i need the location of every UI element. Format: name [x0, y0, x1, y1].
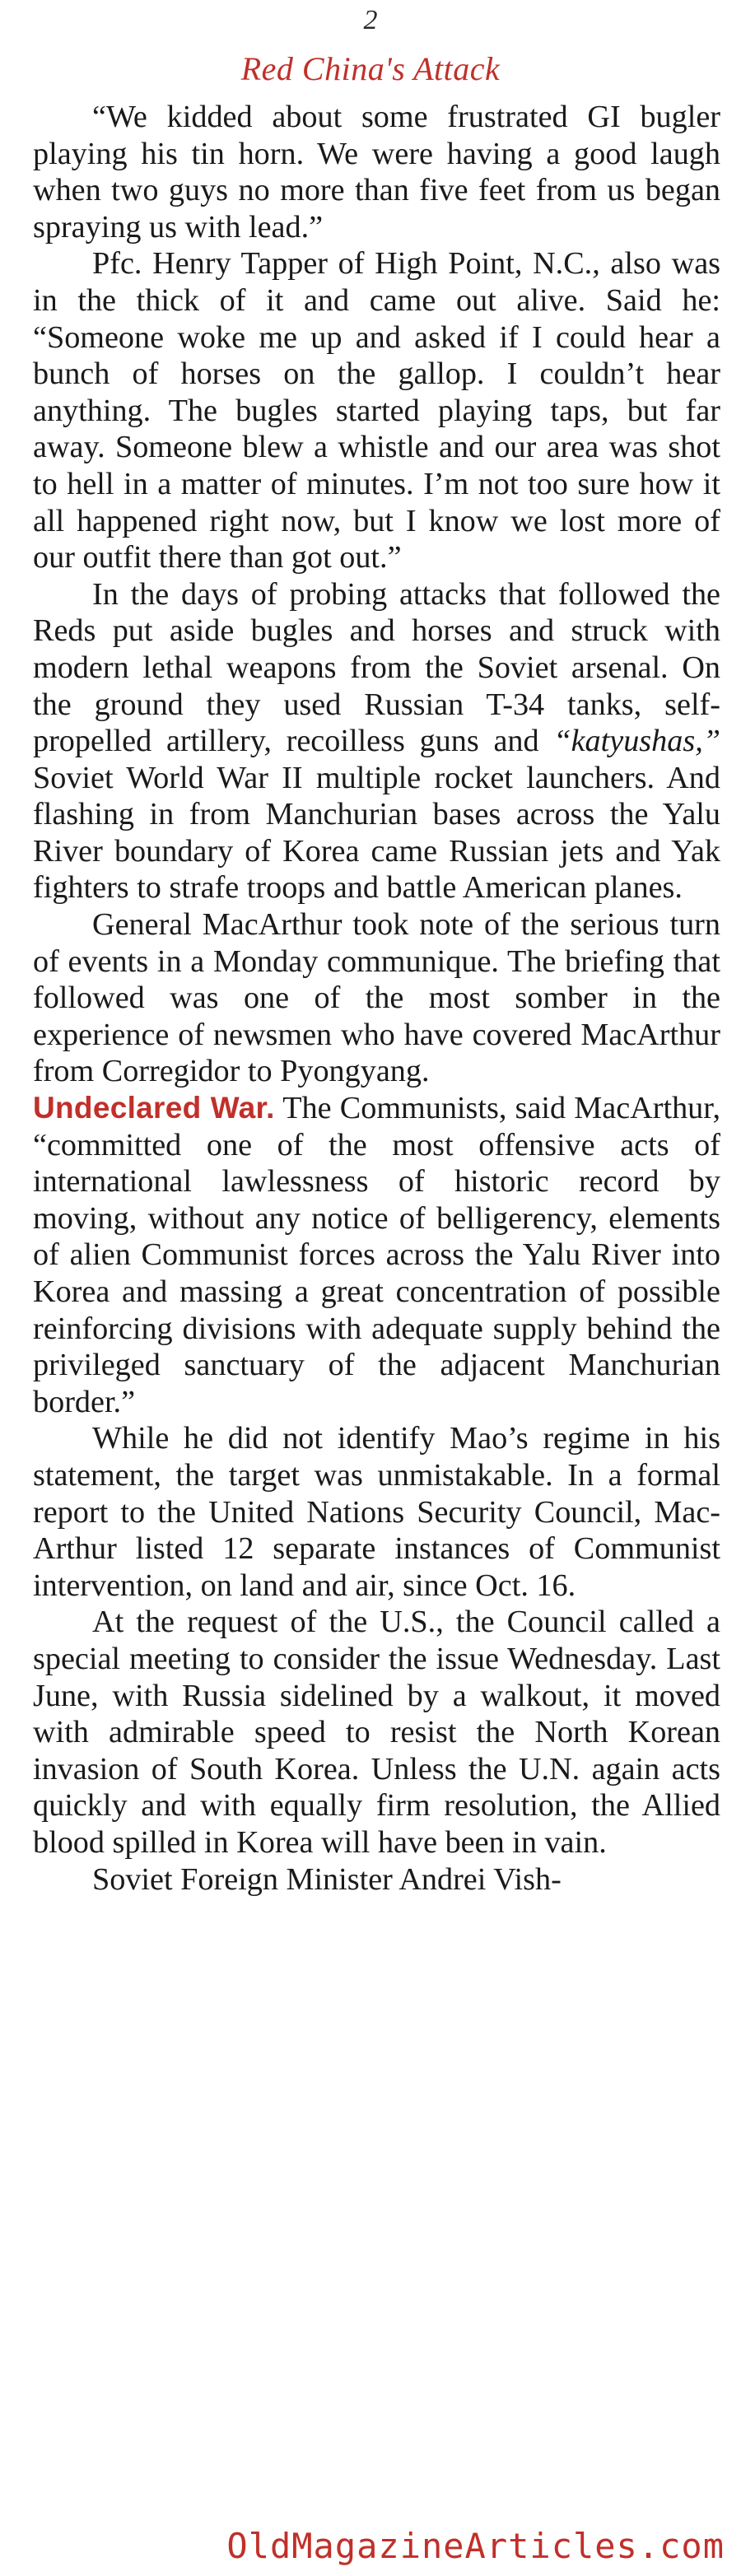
article-paragraph-2: Pfc. Henry Tapper of High Point, N.C., also was in the thick of it and came out alive. Said he: “Someone woke me up and asked if I could hear a bunch of horses on the gallop. I couldn’t hear anything. The bugles started playing taps, but far away. Someone blew a whistle and our area was shot to hell in a matter of minutes. I’m not too sure how it all happened right now, but I know we lost more of our outfit there than got out.” [33, 246, 720, 575]
article-paragraph-6: While he did not identify Mao’s regime in his statement, the target was unmistakable. In a formal report to the United Nations Security Council, MacArthur listed 12 separate instances of Communist intervention, on land and air, since Oct. 16. [33, 1421, 720, 1603]
article-paragraph-1: “We kidded about some frustrated GI bugler playing his tin horn. We were having a good laugh when two guys no more than five feet from us began spraying us with lead.” [33, 100, 720, 245]
article-paragraph-4: General MacArthur took note of the serious turn of events in a Monday communique. The briefing that followed was one of the most somber in the experience of newsmen who have covered MacArthur from Corregidor to Pyongyang. [33, 907, 720, 1089]
running-header-title: Red China's Attack [240, 50, 501, 87]
article-paragraph-3 [33, 576, 720, 906]
section-subhead: Undeclared War. [33, 1091, 275, 1125]
page-number: 2 [363, 5, 378, 35]
article-paragraph-7: At the request of the U.S., the Council called a special meeting to consider the issue Wednesday. Last June, with Russia sidelined by a walkout, it moved with admirable speed to resist the North Korean invasion of South Korea. Unless the U.N. again acts quickly and with equally firm resolution, the Allied blood spilled in Korea will have been in vain. [33, 1605, 720, 1860]
article-paragraph-8: Soviet Foreign Minister Andrei Vish- [92, 1861, 562, 1897]
site-watermark: OldMagazineArticles.com [226, 2526, 725, 2566]
paragraph-3-text-b: Soviet World War II multiple rocket launchers. And flashing in from Manchurian bases across the Yalu River boundary of Korea came Russian jets and Yak fighters to strafe troops and battle American planes. [33, 760, 720, 906]
paragraph-5-text: The Communists, said MacArthur, “committed one of the most offensive acts of international lawlessness of historic record by moving, without any notice of belligerency, elements of alien Communist forces across the Yalu River into Korea and massing a great concentration of possible reinforcing divisions with adequate supply behind the privileged sanctuary of the adjacent Manchurian border.” [33, 1091, 720, 1419]
paragraph-3-text-a: In the days of probing attacks that followed the Reds put aside bugles and horses and struck with modern lethal weapons from the Soviet arsenal. On the ground they used Russian T-34 tanks, self-propelled artillery, recoilless guns and [33, 576, 720, 759]
article-body [33, 99, 720, 1898]
article-paragraph-5 [33, 1090, 720, 1420]
katyushas-term: “katyushas,” [553, 724, 720, 759]
